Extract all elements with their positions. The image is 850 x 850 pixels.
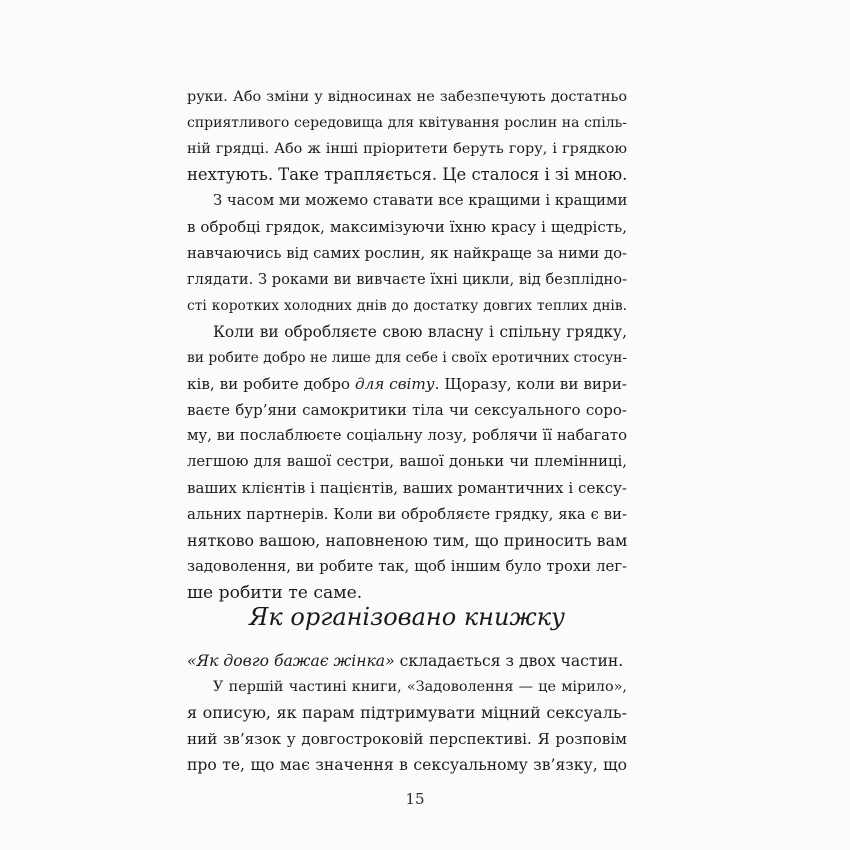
text-line: ній грядці. Або ж інші пріоритети беруть гору, і грядкою <box>187 141 627 158</box>
text-line: легшою для вашої сестри, вашої доньки чи племінниці, <box>187 453 627 471</box>
text-line: руки. Або зміни у відносинах не забезпечують достатньо <box>187 89 627 105</box>
text-line: глядати. З роками ви вивчаєте їхні цикли, від безплідно- <box>187 270 627 288</box>
page-number: 15 <box>405 790 425 808</box>
text-line <box>187 648 627 674</box>
section-heading: Як організовано книжку <box>249 603 565 631</box>
text-line: ний зв’язок у довгостроковій перспективі. Я розповім <box>187 730 627 749</box>
text-line: альних партнерів. Коли ви обробляєте грядку, яка є ви- <box>187 505 627 523</box>
text-line: нятково вашою, наповненою тим, що приносить вам <box>187 530 628 550</box>
text-line <box>187 371 627 397</box>
body-text-continued <box>187 648 627 778</box>
book-title: «Як довго бажає жінка» <box>187 652 395 670</box>
text-line: я описую, як парам підтримувати міцний сексуаль- <box>187 703 627 723</box>
text-segment: ків, ви робите добро <box>187 375 355 394</box>
text-line: З часом ми можемо ставати все кращими і кращими <box>213 192 628 210</box>
text-line: му, ви послаблюєте соціальну лозу, роблячи її набагато <box>187 427 627 445</box>
text-line: ваших клієнтів і пацієнтів, ваших романтичних і сексу- <box>187 479 627 498</box>
text-line: навчаючись від самих рослин, як найкраще за ними до- <box>187 244 627 262</box>
text-line: сприятливого середовища для квітування рослин на спіль- <box>187 115 627 132</box>
text-segment: складається з двох частин. <box>394 652 624 670</box>
text-line: ви робите добро не лише для себе і своїх еротичних стосун- <box>187 349 627 366</box>
text-line: про те, що має значення в сексуальному зв’язку, що <box>187 756 627 775</box>
text-line: У першій частині книги, «Задоволення — це мірило», <box>213 679 627 696</box>
body-text <box>187 84 627 606</box>
text-line: ше робити те саме. <box>187 582 363 603</box>
text-line: ваєте бур’яни самокритики тіла чи сексуального соро- <box>187 401 627 420</box>
text-line: Коли ви обробляєте свою власну і спільну грядку, <box>213 322 627 341</box>
italic-phrase: для світу <box>354 375 435 394</box>
text-segment: . Щоразу, коли ви вири- <box>434 375 627 394</box>
text-line: сті коротких холодних днів до достатку довгих теплих днів. <box>187 297 627 314</box>
text-line: нехтують. Таке трапляється. Це сталося і зі мною. <box>187 165 628 185</box>
text-line: задоволення, ви робите так, щоб іншим було трохи лег- <box>187 557 627 575</box>
text-line: в обробці грядок, максимізуючи їхню красу і щедрість, <box>187 218 627 237</box>
